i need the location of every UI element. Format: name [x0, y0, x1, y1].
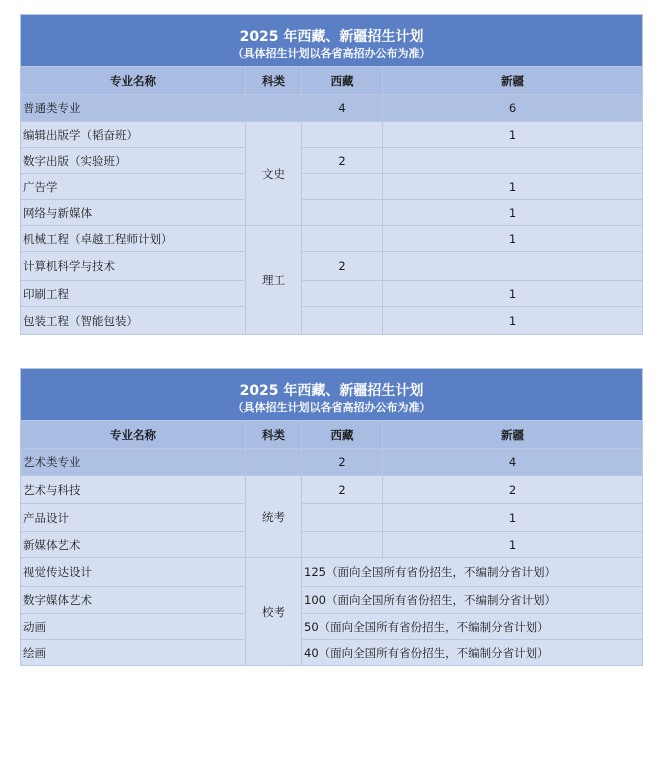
- table-title-block: [21, 369, 643, 421]
- table-row: [21, 122, 643, 148]
- xinjiang-quota: 1: [383, 504, 643, 532]
- quota-note: 40（面向全国所有省份招生，不编制分省计划）: [302, 640, 643, 666]
- major-name: 绘画: [21, 640, 246, 666]
- header-major-name: 专业名称: [21, 67, 246, 95]
- table-row: [21, 200, 643, 226]
- table-row: [21, 174, 643, 200]
- major-name: 印刷工程: [21, 281, 246, 307]
- quota-note: 125（面向全国所有省份招生，不编制分省计划）: [302, 558, 643, 587]
- header-xinjiang: 新疆: [383, 421, 643, 449]
- subject-group: 理工: [246, 226, 302, 335]
- xinjiang-quota: 2: [383, 476, 643, 504]
- major-name: 包装工程（智能包装）: [21, 307, 246, 335]
- tibet-quota: [302, 532, 383, 558]
- major-name: 网络与新媒体: [21, 200, 246, 226]
- major-name: 计算机科学与技术: [21, 252, 246, 281]
- major-name: 机械工程（卓越工程师计划）: [21, 226, 246, 252]
- table-row: [21, 587, 643, 614]
- major-name: 动画: [21, 614, 246, 640]
- category-subject: [246, 95, 302, 122]
- category-tibet: 4: [302, 95, 383, 122]
- table-row: [21, 640, 643, 666]
- table-row: [21, 226, 643, 252]
- enrollment-plan-table-general: [20, 14, 643, 335]
- xinjiang-quota: [383, 148, 643, 174]
- major-name: 产品设计: [21, 504, 246, 532]
- quota-note: 100（面向全国所有省份招生，不编制分省计划）: [302, 587, 643, 614]
- tibet-quota: [302, 504, 383, 532]
- xinjiang-quota: 1: [383, 226, 643, 252]
- subject-group: 统考: [246, 476, 302, 558]
- tibet-quota: 2: [302, 148, 383, 174]
- xinjiang-quota: 1: [383, 307, 643, 335]
- header-major-name: 专业名称: [21, 421, 246, 449]
- table-row: [21, 476, 643, 504]
- tibet-quota: [302, 122, 383, 148]
- xinjiang-quota: [383, 252, 643, 281]
- major-name: 艺术与科技: [21, 476, 246, 504]
- tibet-quota: [302, 174, 383, 200]
- table-row: [21, 281, 643, 307]
- table-subtitle: （具体招生计划以各省高招办公布为准）: [232, 47, 431, 60]
- major-name: 编辑出版学（韬奋班）: [21, 122, 246, 148]
- table-title-block: [21, 15, 643, 67]
- header-tibet: 西藏: [302, 67, 383, 95]
- table-row: [21, 558, 643, 587]
- header-subject: 科类: [246, 67, 302, 95]
- header-xinjiang: 新疆: [383, 67, 643, 95]
- major-name: 视觉传达设计: [21, 558, 246, 587]
- table-row: [21, 307, 643, 335]
- major-name: 数字出版（实验班）: [21, 148, 246, 174]
- major-name: 广告学: [21, 174, 246, 200]
- tibet-quota: [302, 226, 383, 252]
- xinjiang-quota: 1: [383, 122, 643, 148]
- table-row: [21, 504, 643, 532]
- category-name: 普通类专业: [21, 95, 246, 122]
- table-row: [21, 614, 643, 640]
- table-subtitle: （具体招生计划以各省高招办公布为准）: [232, 401, 431, 414]
- tibet-quota: 2: [302, 252, 383, 281]
- xinjiang-quota: 1: [383, 200, 643, 226]
- table-row: [21, 252, 643, 281]
- table-title: 2025 年西藏、新疆招生计划: [239, 29, 424, 45]
- category-row: [21, 95, 643, 122]
- tibet-quota: [302, 307, 383, 335]
- table-title: 2025 年西藏、新疆招生计划: [239, 383, 424, 399]
- table-header-row: [21, 67, 643, 95]
- category-xinjiang: 6: [383, 95, 643, 122]
- header-subject: 科类: [246, 421, 302, 449]
- xinjiang-quota: 1: [383, 532, 643, 558]
- category-xinjiang: 4: [383, 449, 643, 476]
- header-tibet: 西藏: [302, 421, 383, 449]
- xinjiang-quota: 1: [383, 281, 643, 307]
- subject-group: 校考: [246, 558, 302, 666]
- table-header-row: [21, 421, 643, 449]
- xinjiang-quota: 1: [383, 174, 643, 200]
- tibet-quota: [302, 200, 383, 226]
- category-tibet: 2: [302, 449, 383, 476]
- enrollment-plan-table-art: [20, 368, 643, 666]
- major-name: 数字媒体艺术: [21, 587, 246, 614]
- category-name: 艺术类专业: [21, 449, 246, 476]
- tibet-quota: 2: [302, 476, 383, 504]
- table-row: [21, 532, 643, 558]
- major-name: 新媒体艺术: [21, 532, 246, 558]
- table-row: [21, 148, 643, 174]
- subject-group: 文史: [246, 122, 302, 226]
- tibet-quota: [302, 281, 383, 307]
- quota-note: 50（面向全国所有省份招生，不编制分省计划）: [302, 614, 643, 640]
- category-subject: [246, 449, 302, 476]
- category-row: [21, 449, 643, 476]
